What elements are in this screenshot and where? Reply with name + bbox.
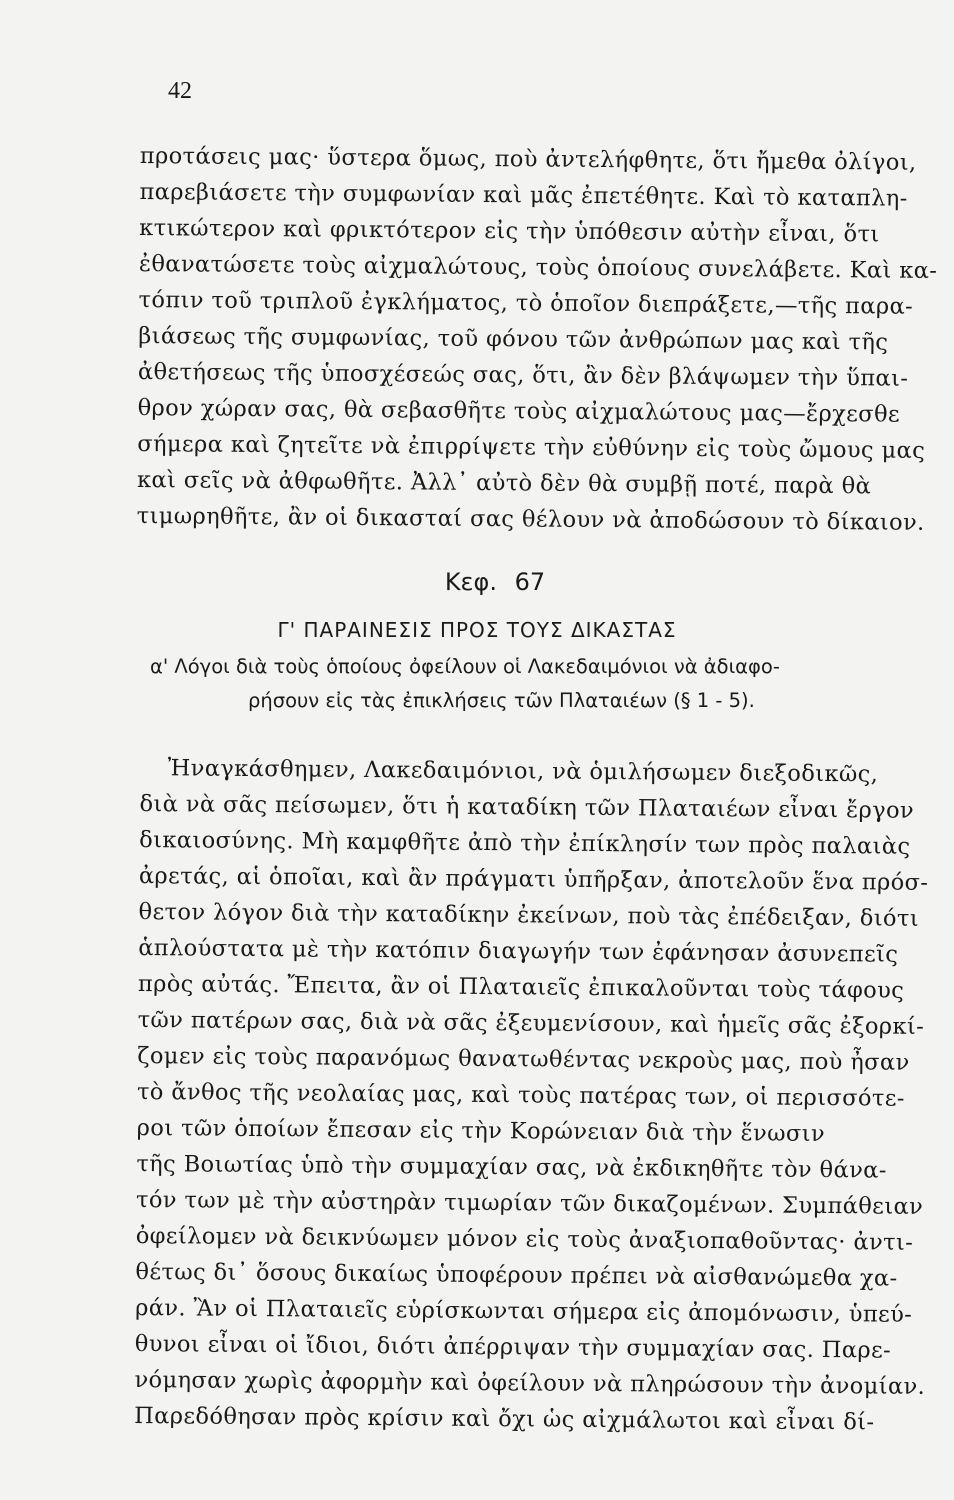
text-line: διὰ νὰ σᾶς πείσωμεν, ὅτι ἡ καταδίκη τῶν Πλαταιέων εἶναι ἔργον xyxy=(139,790,915,824)
text-line: ἀρετάς, αἱ ὁποῖαι, καὶ ἂν πράγματι ὑπῆρξαν, ἀποτελοῦν ἕνα πρόσ- xyxy=(138,862,929,896)
summary-line: α' Λόγοι διὰ τοὺς ὁποίους ὀφείλουν οἱ Λακεδαιμόνιοι νὰ ἀδιαφο- xyxy=(150,655,780,678)
text-line: θρον χώραν σας, θὰ σεβασθῆτε τοὺς αἰχμαλώτους μας—ἔρχεσθε xyxy=(137,394,901,428)
section-summary xyxy=(150,650,920,718)
text-line: τιμωρηθῆτε, ἂν οἱ δικασταί σας θέλουν νὰ ἀποδώσουν τὸ δίκαιον. xyxy=(136,502,925,536)
text-line: πρὸς αὐτάς. Ἔπειτα, ἂν οἱ Πλαταιεῖς ἐπικαλοῦνται τοὺς τάφους xyxy=(137,970,905,1004)
text-line: βιάσεως τῆς συμφωνίας, τοῦ φόνου τῶν ἀνθρώπων μας καὶ τῆς xyxy=(138,322,889,356)
text-line: Ἠναγκάσθημεν, Λακεδαιμόνιοι, νὰ ὁμιλήσωμεν διεξοδικῶς, xyxy=(167,755,879,788)
text-line: προτάσεις μας· ὕστερα ὅμως, ποὺ ἀντελήφθητε, ὅτι ἤμεθα ὀλίγοι, xyxy=(139,142,917,176)
text-line: ἐθανατώσετε τοὺς αἰχμαλώτους, τοὺς ὁποίους συνελάβετε. Καὶ κα- xyxy=(138,250,938,284)
text-line: νόμησαν χωρὶς ἀφορμὴν καὶ ὀφείλουν νὰ πληρώσουν τὴν ἀνομίαν. xyxy=(134,1366,926,1400)
text-line: ζομεν εἰς τοὺς παρανόμως θανατωθέντας νεκροὺς μας, ποὺ ἦσαν xyxy=(137,1042,910,1076)
text-line: ράν. Ἂν οἱ Πλαταιεῖς εὑρίσκωνται σήμερα εἰς ἀπομόνωσιν, ὑπεύ- xyxy=(135,1294,913,1328)
page-number: 42 xyxy=(168,78,192,104)
text-line: τὸ ἄνθος τῆς νεολαίας μας, καὶ τοὺς πατέρας των, οἱ περισσότε- xyxy=(136,1078,905,1112)
text-line: παρεβιάσετε τὴν συμφωνίαν καὶ μᾶς ἐπετέθητε. Καὶ τὸ καταπλη- xyxy=(139,178,908,212)
text-line: τῶν πατέρων σας, διὰ νὰ σᾶς ἐξευμενίσουν, καὶ ἡμεῖς σᾶς ἐξορκί- xyxy=(137,1006,925,1040)
paragraph-1 xyxy=(136,138,938,541)
text-line: θυνοι εἶναι οἱ ἴδιοι, διότι ἀπέρριψαν τὴν συμμαχίαν σας. Παρε- xyxy=(134,1330,892,1364)
text-line: θέτως δι᾽ ὅσους δικαίως ὑποφέρουν πρέπει νὰ αἰσθανώμεθα χα- xyxy=(135,1258,898,1292)
chapter-heading xyxy=(0,568,954,596)
text-line: Παρεδόθησαν πρὸς κρίσιν καὶ ὄχι ὡς αἰχμάλωτοι καὶ εἶναι δί- xyxy=(134,1402,875,1436)
text-line: τόν των μὲ τὴν αὐστηρὰν τιμωρίαν τῶν δικαζομένων. Συμπάθειαν xyxy=(135,1186,924,1220)
text-line: τῆς Βοιωτίας ὑπὸ τὴν συμμαχίαν σας, νὰ ἐκδικηθῆτε τὸν θάνα- xyxy=(136,1150,887,1184)
text-line: καὶ σεῖς νὰ ἀθφωθῆτε. Ἀλλ᾽ αὐτὸ δὲν θὰ συμβῇ ποτέ, παρὰ θὰ xyxy=(136,466,872,500)
text-line: κτικώτερον καὶ φρικτότερον εἰς τὴν ὑπόθεσιν αὐτὴν εἶναι, ὅτι xyxy=(139,214,880,248)
text-line: ἁπλούστατα μὲ τὴν κατόπιν διαγωγήν των ἐφάνησαν ἀσυνεπεῖς xyxy=(138,934,899,968)
paragraph-2 xyxy=(134,750,930,1441)
text-line: δικαιοσύνης. Μὴ καμφθῆτε ἀπὸ τὴν ἐπίκλησίν των πρὸς παλαιὰς xyxy=(139,826,911,860)
text-line: ὀφείλομεν νὰ δεικνύωμεν μόνον εἰς τοὺς ἀναξιοπαθοῦντας· ἀντι- xyxy=(135,1222,914,1256)
text-line: ἀθετήσεως τῆς ὑποσχέσεώς σας, ὅτι, ἂν δὲν βλάψωμεν τὴν ὕπαι- xyxy=(137,358,909,392)
summary-line: ρήσουν εἰς τὰς ἐπικλήσεις τῶν Πλαταιέων (§ 1 - 5). xyxy=(248,689,755,712)
chapter-label: Κεφ. xyxy=(444,568,497,596)
chapter-number: 67 xyxy=(514,568,546,596)
text-line: τόπιν τοῦ τριπλοῦ ἐγκλήματος, τὸ ὁποῖον διεπράξετε,—τῆς παρα- xyxy=(138,286,914,320)
text-line: ροι τῶν ὁποίων ἔπεσαν εἰς τὴν Κορώνειαν διὰ τὴν ἕνωσιν xyxy=(136,1114,826,1147)
text-line: σήμερα καὶ ζητεῖτε νὰ ἐπιρρίψετε τὴν εὐθύνην εἰς τοὺς ὤμους μας xyxy=(137,430,926,464)
text-line: θετον λόγον διὰ τὴν καταδίκην ἐκείνων, ποὺ τὰς ἐπέδειξαν, διότι xyxy=(138,898,920,932)
section-heading: Γ' ΠΑΡΑΙΝΕΣΙΣ ΠΡΟΣ ΤΟΥΣ ΔΙΚΑΣΤΑΣ xyxy=(277,618,677,642)
